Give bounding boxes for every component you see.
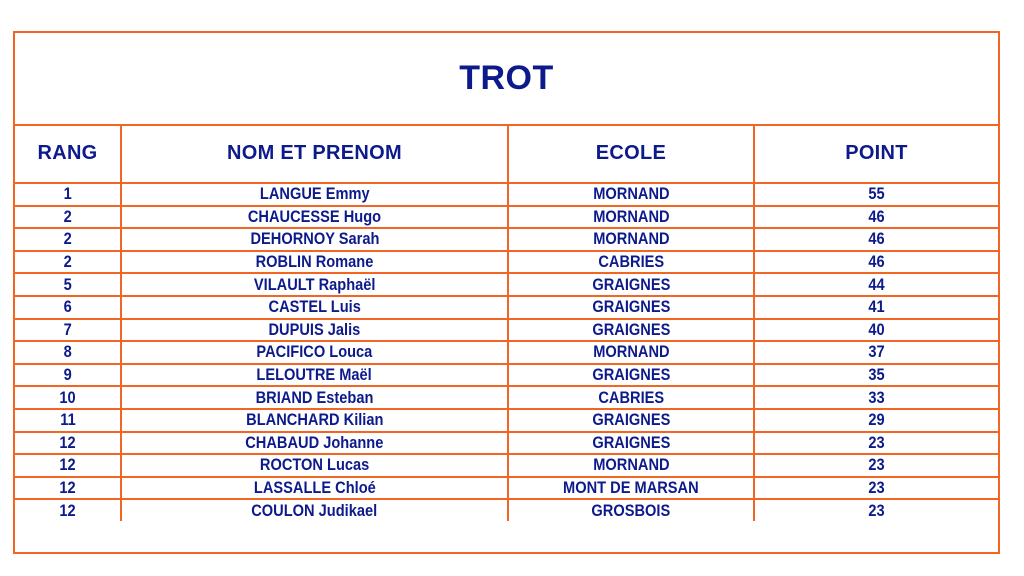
- cell-rang: [15, 228, 121, 251]
- cell-nom-text: LASSALLE Chloé: [253, 478, 376, 498]
- cell-rang: [15, 454, 121, 477]
- cell-nom-text: ROBLIN Romane: [255, 252, 374, 272]
- cell-ecole-text: GRAIGNES: [592, 432, 670, 452]
- cell-ecole: [508, 499, 754, 521]
- header-ecole: ECOLE: [508, 124, 754, 183]
- cell-point-text: 23: [868, 478, 885, 498]
- cell-nom: [121, 432, 508, 455]
- cell-ecole-text: MONT DE MARSAN: [563, 478, 699, 498]
- cell-ecole-text: GRAIGNES: [592, 297, 670, 317]
- table-row: [15, 206, 998, 229]
- cell-point: [754, 477, 998, 500]
- cell-rang: [15, 273, 121, 296]
- cell-point: [754, 386, 998, 409]
- table-row: [15, 454, 998, 477]
- table-row: [15, 499, 998, 521]
- cell-nom-text: CHAUCESSE Hugo: [247, 206, 382, 226]
- table-row: [15, 409, 998, 432]
- cell-point-text: 37: [868, 342, 885, 362]
- cell-rang-text: 7: [63, 319, 72, 339]
- cell-rang-text: 11: [59, 410, 76, 430]
- cell-rang: [15, 432, 121, 455]
- cell-ecole: [508, 273, 754, 296]
- header-row: [15, 124, 998, 183]
- cell-nom-text: BRIAND Esteban: [255, 387, 374, 407]
- cell-rang-text: 5: [63, 274, 72, 294]
- cell-rang: [15, 386, 121, 409]
- results-sheet: [13, 31, 1000, 554]
- cell-point: [754, 432, 998, 455]
- cell-rang-text: 1: [63, 184, 72, 204]
- cell-ecole: [508, 228, 754, 251]
- cell-rang-text: 12: [59, 500, 76, 520]
- cell-ecole-text: CABRIES: [598, 387, 664, 407]
- cell-point: [754, 499, 998, 521]
- cell-ecole-text: MORNAND: [592, 229, 670, 249]
- cell-rang: [15, 183, 121, 206]
- results-table: [15, 124, 998, 521]
- cell-ecole: [508, 432, 754, 455]
- header-nom: NOM ET PRENOM: [121, 124, 508, 183]
- cell-nom-text: BLANCHARD Kilian: [245, 410, 384, 430]
- cell-point-text: 33: [868, 387, 885, 407]
- cell-point-text: 46: [868, 206, 885, 226]
- cell-ecole-text: GRAIGNES: [592, 365, 670, 385]
- table-row: [15, 477, 998, 500]
- cell-nom-text: CHABAUD Johanne: [245, 432, 384, 452]
- cell-ecole-text: MORNAND: [592, 184, 670, 204]
- cell-nom: [121, 499, 508, 521]
- cell-nom-text: LANGUE Emmy: [259, 184, 370, 204]
- header-rang: RANG: [15, 124, 121, 183]
- table-row: [15, 228, 998, 251]
- cell-point-text: 46: [868, 229, 885, 249]
- cell-rang: [15, 364, 121, 387]
- cell-nom-text: DUPUIS Jalis: [268, 319, 361, 339]
- cell-ecole-text: GROSBOIS: [591, 500, 671, 520]
- cell-point-text: 41: [868, 297, 885, 317]
- cell-point: [754, 183, 998, 206]
- cell-nom-text: ROCTON Lucas: [259, 455, 370, 475]
- cell-point-text: 23: [868, 500, 885, 520]
- cell-nom: [121, 341, 508, 364]
- cell-point: [754, 296, 998, 319]
- header-point: POINT: [754, 124, 998, 183]
- cell-point: [754, 206, 998, 229]
- cell-rang: [15, 296, 121, 319]
- cell-nom-text: COULON Judikael: [251, 500, 378, 520]
- table-row: [15, 251, 998, 274]
- cell-rang-text: 2: [63, 229, 72, 249]
- cell-ecole: [508, 386, 754, 409]
- cell-nom-text: DEHORNOY Sarah: [250, 229, 379, 249]
- cell-ecole-text: MORNAND: [592, 342, 670, 362]
- table-row: [15, 432, 998, 455]
- cell-point: [754, 454, 998, 477]
- table-row: [15, 364, 998, 387]
- cell-ecole: [508, 183, 754, 206]
- cell-ecole: [508, 364, 754, 387]
- cell-rang: [15, 341, 121, 364]
- cell-point: [754, 341, 998, 364]
- cell-point-text: 55: [868, 184, 885, 204]
- cell-nom: [121, 251, 508, 274]
- cell-nom-text: LELOUTRE Maël: [256, 365, 373, 385]
- cell-nom: [121, 319, 508, 342]
- cell-rang-text: 12: [59, 478, 76, 498]
- cell-ecole: [508, 296, 754, 319]
- cell-point-text: 23: [868, 432, 885, 452]
- cell-ecole: [508, 454, 754, 477]
- cell-rang-text: 12: [59, 432, 76, 452]
- table-row: [15, 319, 998, 342]
- cell-rang: [15, 251, 121, 274]
- cell-rang: [15, 409, 121, 432]
- cell-rang-text: 2: [63, 206, 72, 226]
- table-row: [15, 183, 998, 206]
- cell-rang: [15, 206, 121, 229]
- page-title: TROT: [15, 33, 998, 126]
- cell-rang-text: 12: [59, 455, 76, 475]
- cell-rang-text: 6: [63, 297, 72, 317]
- cell-nom-text: CASTEL Luis: [268, 297, 361, 317]
- cell-nom: [121, 206, 508, 229]
- cell-rang-text: 8: [63, 342, 72, 362]
- cell-nom-text: VILAULT Raphaël: [253, 274, 376, 294]
- cell-rang: [15, 499, 121, 521]
- cell-point-text: 35: [868, 365, 885, 385]
- cell-point: [754, 228, 998, 251]
- cell-point-text: 23: [868, 455, 885, 475]
- table-row: [15, 273, 998, 296]
- cell-point: [754, 319, 998, 342]
- cell-nom: [121, 273, 508, 296]
- cell-ecole-text: GRAIGNES: [592, 319, 670, 339]
- cell-nom: [121, 364, 508, 387]
- cell-nom: [121, 386, 508, 409]
- table-row: [15, 296, 998, 319]
- cell-nom: [121, 454, 508, 477]
- cell-point-text: 44: [868, 274, 885, 294]
- cell-ecole-text: MORNAND: [592, 455, 670, 475]
- cell-ecole-text: GRAIGNES: [592, 410, 670, 430]
- cell-point: [754, 409, 998, 432]
- cell-point: [754, 364, 998, 387]
- table-row: [15, 341, 998, 364]
- cell-ecole-text: GRAIGNES: [592, 274, 670, 294]
- table-row: [15, 386, 998, 409]
- cell-ecole-text: MORNAND: [592, 206, 670, 226]
- cell-nom-text: PACIFICO Louca: [256, 342, 373, 362]
- cell-point: [754, 251, 998, 274]
- cell-nom: [121, 228, 508, 251]
- cell-rang-text: 9: [63, 365, 72, 385]
- cell-ecole: [508, 251, 754, 274]
- cell-point-text: 29: [868, 410, 885, 430]
- cell-ecole: [508, 319, 754, 342]
- cell-ecole-text: CABRIES: [598, 252, 664, 272]
- cell-rang-text: 10: [59, 387, 76, 407]
- cell-nom: [121, 409, 508, 432]
- cell-ecole: [508, 409, 754, 432]
- cell-nom: [121, 296, 508, 319]
- cell-point-text: 46: [868, 252, 885, 272]
- cell-ecole: [508, 477, 754, 500]
- cell-ecole: [508, 341, 754, 364]
- cell-nom: [121, 183, 508, 206]
- cell-rang-text: 2: [63, 252, 72, 272]
- cell-point-text: 40: [868, 319, 885, 339]
- cell-point: [754, 273, 998, 296]
- cell-rang: [15, 319, 121, 342]
- cell-ecole: [508, 206, 754, 229]
- cell-rang: [15, 477, 121, 500]
- cell-nom: [121, 477, 508, 500]
